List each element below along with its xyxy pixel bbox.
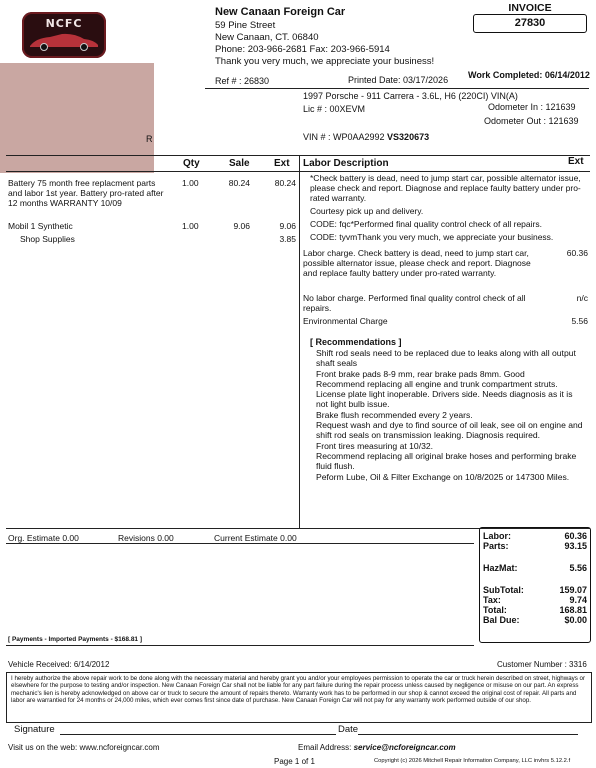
- invoice-label: INVOICE: [508, 2, 552, 14]
- shop-name: New Canaan Foreign Car: [215, 6, 346, 18]
- page-number: Page 1 of 1: [274, 757, 315, 766]
- part-desc-1: Battery 75 month free replacment parts and labor 1st year. Battery pro-rated after 12 months WARRANTY 10/09: [8, 178, 164, 208]
- license-plate: Lic # : 00XEVM: [303, 104, 366, 114]
- table-header-line: [6, 171, 590, 172]
- labor-amount-3: 5.56: [571, 316, 588, 326]
- odometer-out: Odometer Out : 121639: [484, 116, 579, 126]
- customer-number: Customer Number : 3316: [497, 660, 587, 669]
- invoice-number: 27830: [473, 14, 587, 33]
- recommendation-item: Front tires measuring at 10/32.: [316, 440, 434, 451]
- totals-row-subtotal: SubTotal: 159.07: [483, 585, 587, 595]
- shop-street: 59 Pine Street: [215, 20, 276, 31]
- vin-bold: VS320673: [387, 132, 430, 142]
- odometer-in: Odometer In : 121639: [488, 102, 576, 112]
- labor-line-2: No labor charge. Performed final quality control check of all repairs.: [303, 293, 526, 313]
- totals-row-labor: Labor: 60.36: [483, 531, 587, 541]
- payments-line: [6, 645, 474, 646]
- recommendation-item: Front brake pads 8-9 mm, rear brake pads 8mm. Good: [316, 368, 525, 379]
- vin-number: [303, 132, 429, 142]
- totals-row-tax: Tax: 9.74: [483, 595, 587, 605]
- part-qty-1: 1.00: [182, 178, 199, 188]
- shop-logo: [22, 12, 106, 58]
- car-silhouette-icon: [28, 30, 100, 52]
- labor-line-1: Labor charge. Check battery is dead, need to jump start car, possible alternator issue, please check and report. Diagnose and replace faulty battery under pro-rated warranty.: [303, 248, 531, 278]
- recommendation-item: License plate light inoperable. Drivers side. Needs diagnosis as it is not light bulb issue.: [316, 389, 573, 410]
- header-labor: Labor Description: [303, 158, 389, 169]
- vehicle-received: Vehicle Received: 6/14/2012: [8, 660, 110, 669]
- email-label: Email Address:: [298, 743, 354, 752]
- part-ext-3: 3.85: [279, 234, 296, 244]
- vin-label: VIN # : WP0AA2992: [303, 132, 388, 142]
- ref-number: Ref # : 26830: [215, 76, 270, 86]
- labor-note-4: CODE: tyvmThank you very much, we appreciate your business.: [310, 232, 554, 242]
- recommendations-title: [ Recommendations ]: [310, 337, 402, 347]
- recommendation-item: Peform Lube, Oil & Filter Exchange on 10/8/2025 or 147300 Miles.: [316, 471, 570, 482]
- printed-date: Printed Date: 03/17/2026: [348, 75, 449, 85]
- part-qty-2: 1.00: [182, 221, 199, 231]
- header-ext: Ext: [274, 158, 290, 169]
- totals-row-parts: Parts: 93.15: [483, 541, 587, 551]
- shop-thanks: Thank you very much, we appreciate your business!: [215, 56, 435, 67]
- stray-letter: R: [146, 134, 153, 144]
- totals-row-hazmat: HazMat: 5.56: [483, 563, 587, 573]
- legal-disclaimer: I hereby authorize the above repair work to be done along with the necessary material and hereby grant you and/or your employees permission to operate the car or truck herein described on street, highways or elsewhere for the purpose to testing and/or inspection. New Canaan Foreign Car shall not be liable for any part failure during the repair process unless caused by negligence or misuse on our part. An express mechanic's lien is hereby acknowledged on above car or truck to secure the amount of repairs thereto. Warranty work has to be performed in our shop & cannot exceed the original cost of repair. All parts and labor are warrantied for 24 months or 24,000 miles, which ever comes first since date of purchase. New Canaan Foreign Car will not pay for any warranty work performed outside of our shop.: [6, 672, 592, 723]
- part-ext-1: 80.24: [274, 178, 296, 188]
- part-sale-2: 9.06: [233, 221, 250, 231]
- date-label: Date: [338, 724, 359, 735]
- recommendation-item: Shift rod seals need to be replaced due to leaks along with all output shaft seals: [316, 348, 576, 369]
- vehicle-description: 1997 Porsche - 911 Carrera - 3.6L, H6 (220CI) VIN(A): [303, 91, 518, 101]
- header-sale: Sale: [229, 158, 250, 169]
- header-qty: Qty: [183, 158, 200, 169]
- work-completed: Work Completed: 06/14/2012: [468, 70, 590, 80]
- labor-note-2: Courtesy pick up and delivery.: [310, 206, 424, 216]
- website[interactable]: Visit us on the web: www.ncforeigncar.com: [8, 743, 160, 752]
- logo-text: NCFC: [45, 17, 83, 30]
- shop-phone: Phone: 203-966-2681 Fax: 203-966-5914: [215, 44, 390, 55]
- part-desc-3: Shop Supplies: [20, 234, 75, 244]
- shop-city: New Canaan, CT. 06840: [215, 32, 319, 43]
- recommendation-item: Recommend replacing all engine and trunk compartment struts.: [316, 378, 558, 389]
- current-estimate: Current Estimate 0.00: [214, 533, 297, 543]
- header-divider: [205, 88, 589, 89]
- revisions: Revisions 0.00: [118, 533, 174, 543]
- org-estimate: Org. Estimate 0.00: [8, 533, 79, 543]
- recommendation-item: Recommend replacing all original brake hoses and performing brake fluid flush.: [316, 450, 577, 472]
- totals-row-total: Total: 168.81: [483, 605, 587, 615]
- part-desc-2: Mobil 1 Synthetic: [8, 221, 73, 231]
- email-link[interactable]: service@ncforeigncar.com: [353, 743, 456, 752]
- email-address: [298, 743, 456, 752]
- labor-line-3: Environmental Charge: [303, 316, 388, 326]
- payments-summary: [ Payments - Imported Payments - $168.81 ]: [8, 636, 143, 643]
- recommendation-item: Brake flush recommended every 2 years.: [316, 409, 473, 420]
- labor-amount-2: n/c: [576, 293, 588, 303]
- redacted-customer-block: [0, 63, 154, 173]
- date-line[interactable]: [358, 734, 578, 735]
- signature-line[interactable]: [60, 734, 336, 735]
- recommendation-item: Request wash and dye to find source of oil leak, see oil on engine and shift rod seals on transmission leaking. Diagnosis required.: [316, 420, 583, 441]
- labor-note-1: *Check battery is dead, need to jump start car, possible alternator issue, please check and report. Diagnose and replace faulty battery under pro-rated warranty.: [310, 173, 581, 203]
- signature-label: Signature: [14, 724, 55, 735]
- part-ext-2: 9.06: [279, 221, 296, 231]
- totals-box: [479, 527, 591, 643]
- column-divider: [299, 155, 300, 528]
- labor-note-3: CODE: fqc*Performed final quality control check of all repairs.: [310, 219, 542, 229]
- estimates-bottom-line: [6, 543, 474, 544]
- header-labor-ext: Ext: [568, 156, 584, 167]
- copyright: Copyright (c) 2026 Mitchell Repair Information Company, LLC invhrs 5.12.2.f: [374, 758, 571, 764]
- totals-row-baldue: Bal Due: $0.00: [483, 615, 587, 625]
- totals-table: [483, 531, 587, 625]
- recommendations-list: [316, 348, 586, 482]
- part-sale-1: 80.24: [228, 178, 250, 188]
- table-top-line: [6, 155, 590, 156]
- labor-amount-1: 60.36: [566, 248, 588, 258]
